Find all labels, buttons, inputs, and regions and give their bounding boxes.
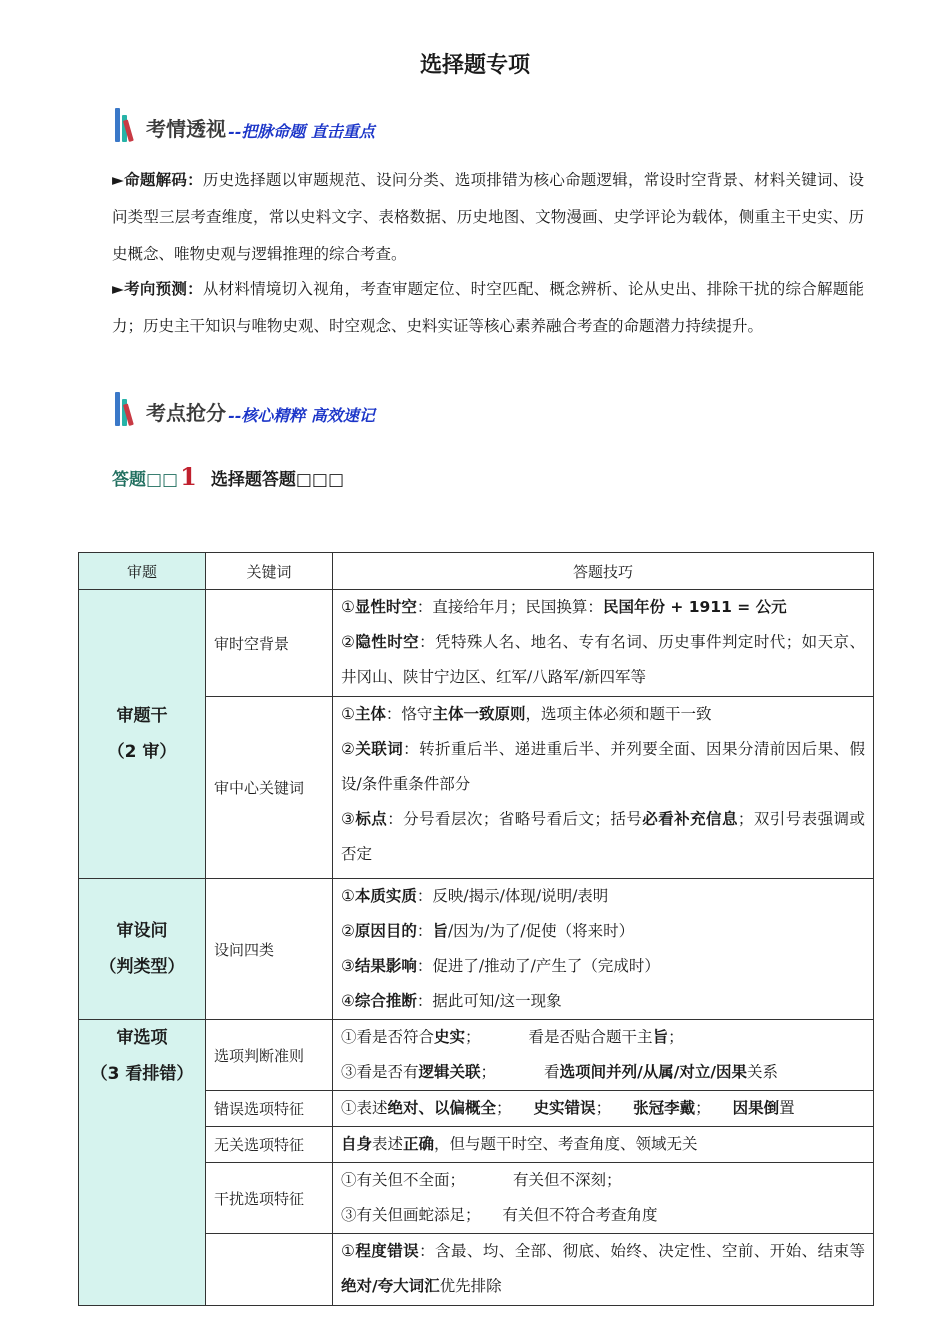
keyword-cell: 审时空背景 [206, 590, 333, 697]
section-heading-key-points [112, 386, 375, 426]
table-row [79, 1020, 874, 1091]
group-sub: （3 看排错） [90, 1064, 194, 1084]
table-row [79, 590, 874, 697]
table-header-row [79, 553, 874, 590]
keyword-cell [206, 1234, 333, 1306]
group-name: 审题干 [116, 706, 168, 726]
paragraph-command-decoding [112, 162, 864, 273]
tips-cell: ①看是否符合史实； 看是否贴合题干主旨； ③看是否有逻辑关联； 看选项间并列/从属/对立/因果关系 [333, 1020, 874, 1091]
keyword-cell: 选项判断准则 [206, 1020, 333, 1091]
header-keyword: 关键词 [206, 553, 333, 590]
header-review: 审题 [79, 553, 206, 590]
answer-method-heading [112, 462, 344, 491]
group-stem [79, 590, 206, 879]
answer-heading-title: 选择题答题□□□ [210, 470, 345, 490]
header-skills: 答题技巧 [333, 553, 874, 590]
keyword-cell: 设问四类 [206, 879, 333, 1020]
paragraph-lead: ►考向预测： [112, 280, 203, 298]
tips-cell: ①主体：恪守主体一致原则，选项主体必须和题干一致 ②关联词：转折重后半、递进重后半、并列要全面、因果分清前因后果、假设/条件重条件部分 ③标点：分号看层次；省略号看后文；括号必看补充信息；双引号表强调或否定 [333, 697, 874, 879]
section-heading-exam-analysis [112, 102, 375, 142]
group-question [79, 879, 206, 1020]
tips-cell: ①有关但不全面； 有关但不深刻； ③有关但画蛇添足； 有关但不符合考查角度 [333, 1163, 874, 1234]
group-sub: （判类型） [99, 957, 185, 977]
paragraph-text: 历史选择题以审题规范、设问分类、选项排错为核心命题逻辑，常设时空背景、材料关键词、设问类型三层考查维度，常以史料文字、表格数据、历史地图、文物漫画、史学评论为载体，侧重主干史实、历史概念、唯物史观与逻辑推理的综合考查。 [112, 171, 864, 263]
section-heading-main: 考点抢分 [146, 401, 226, 425]
keyword-cell: 干扰选项特征 [206, 1163, 333, 1234]
paragraph-lead: ►命题解码： [112, 171, 203, 189]
keyword-cell: 审中心关键词 [206, 697, 333, 879]
group-sub: （2 审） [107, 742, 177, 762]
paragraph-direction-forecast [112, 271, 864, 345]
section-heading-sub: --核心精粹 高效速记 [228, 406, 375, 425]
section-heading-main: 考情透视 [146, 117, 226, 141]
tips-cell: ①本质实质：反映/揭示/体现/说明/表明 ②原因目的：旨/因为/为了/促使（将来时） ③结果影响：促进了/推动了/产生了（完成时） ④综合推断：据此可知/这一现象 [333, 879, 874, 1020]
table-row [79, 879, 874, 1020]
tips-cell: 自身表述正确，但与题干时空、考查角度、领域无关 [333, 1127, 874, 1163]
paragraph-text: 从材料情境切入视角，考查审题定位、时空匹配、概念辨析、论从史出、排除干扰的综合解题能力；历史主干知识与唯物史观、时空观念、史料实证等核心素养融合考查的命题潜力持续提升。 [112, 280, 864, 335]
tips-cell: ①表述绝对、以偏概全； 史实错误； 张冠李戴； 因果倒置 [333, 1091, 874, 1127]
tips-cell: ①显性时空：直接给年月；民国换算：民国年份 + 1911 = 公元 ②隐性时空：凭特殊人名、地名、专有名词、历史事件判定时代；如天京、井冈山、陕甘宁边区、红军/八路军/新四军等 [333, 590, 874, 697]
answer-heading-number: 1 [180, 462, 197, 491]
books-icon [112, 106, 142, 142]
group-name: 审选项 [116, 1028, 168, 1048]
answer-skills-table [78, 552, 874, 1306]
tips-cell: ①程度错误：含最、均、全部、彻底、始终、决定性、空前、开始、结束等绝对/夸大词汇优先排除 [333, 1234, 874, 1306]
group-options [79, 1020, 206, 1306]
keyword-cell: 无关选项特征 [206, 1127, 333, 1163]
answer-heading-prefix: 答题□□ [112, 470, 179, 490]
section-heading-sub: --把脉命题 直击重点 [228, 122, 375, 141]
books-icon [112, 390, 142, 426]
document-title: 选择题专项 [419, 53, 530, 78]
keyword-cell: 错误选项特征 [206, 1091, 333, 1127]
group-name: 审设问 [116, 921, 168, 941]
